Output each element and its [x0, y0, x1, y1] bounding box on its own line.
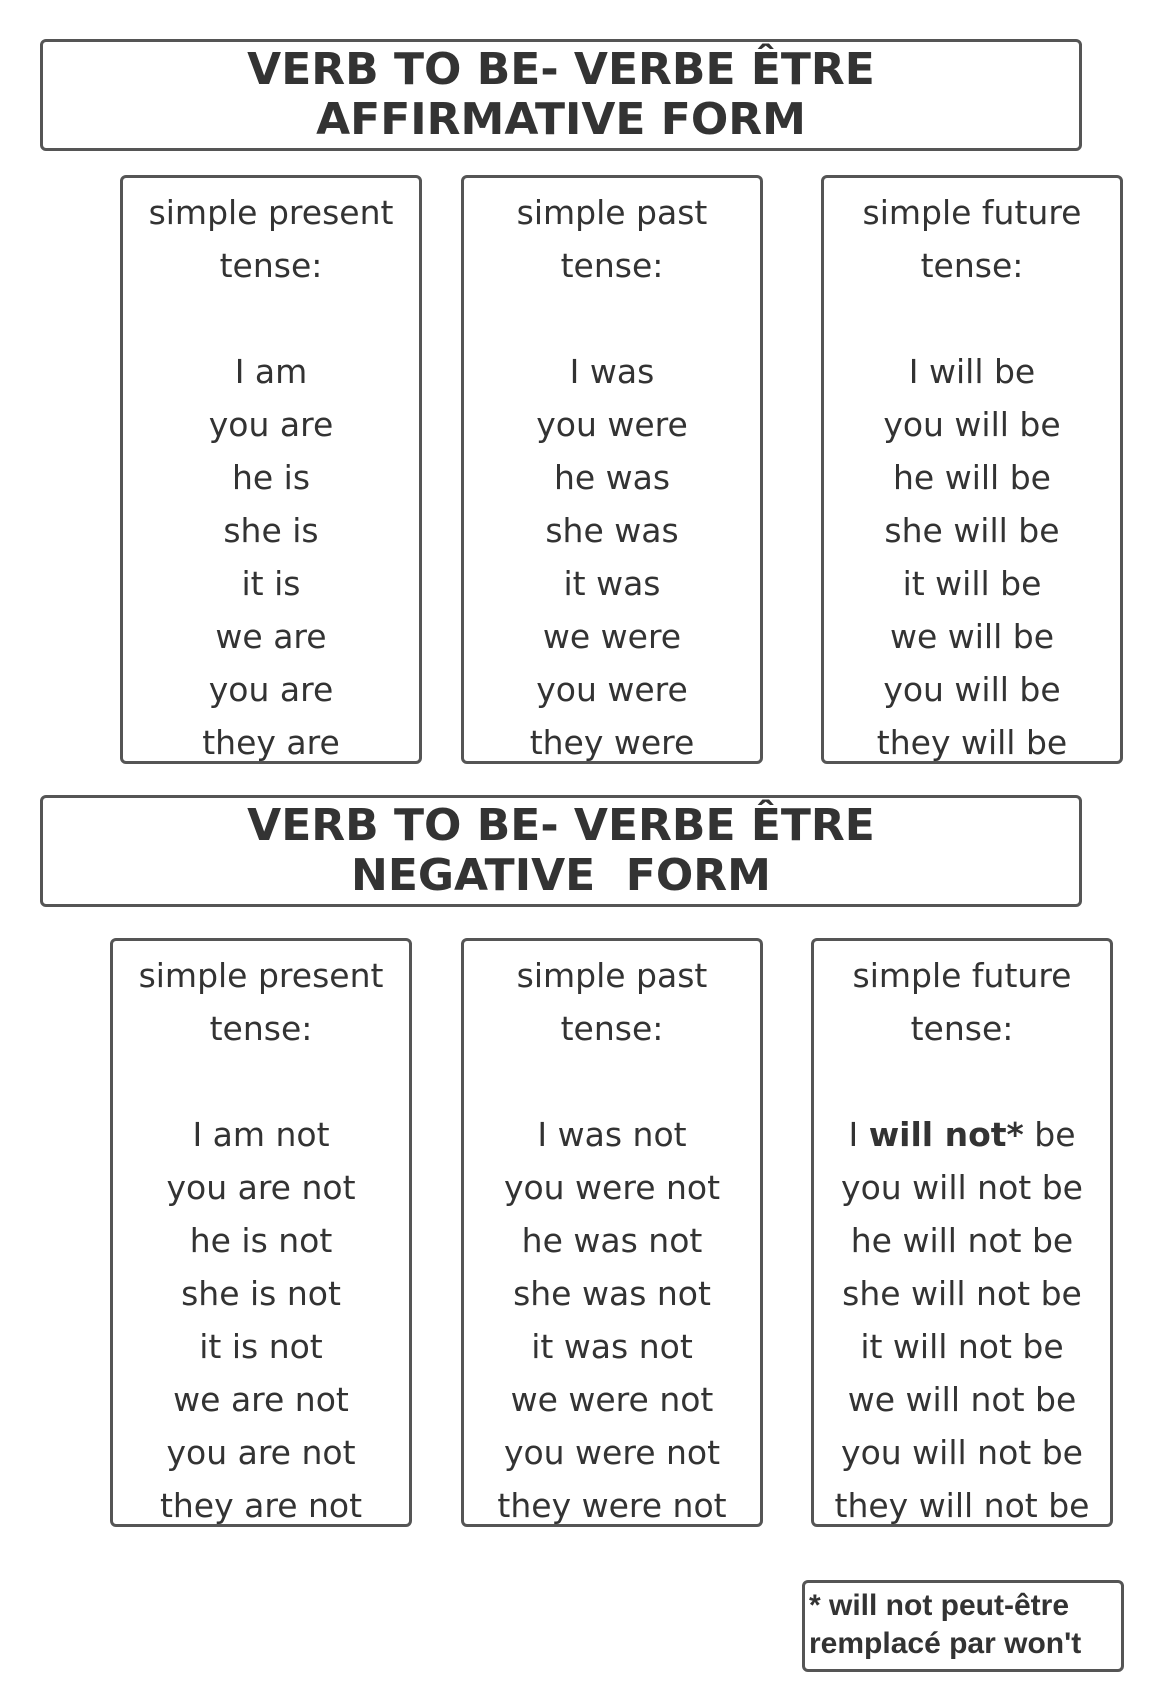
conjugation-row: he was not	[521, 1221, 703, 1260]
negative-future-card	[811, 938, 1113, 1527]
tense-heading-line1: simple future	[852, 956, 1072, 995]
conjugation-row: you are not	[166, 1433, 356, 1472]
tense-heading	[464, 949, 760, 1055]
conjugation-row: you were not	[503, 1433, 721, 1472]
conjugation-row: it is not	[199, 1327, 323, 1366]
conjugation-row: I was not	[537, 1115, 687, 1154]
conjugation-row: they will be	[876, 723, 1068, 762]
conjugation-row: you are	[208, 405, 334, 444]
conjugation-row: they were not	[497, 1486, 727, 1525]
conjugation-row: he was	[553, 458, 671, 497]
conjugation-row: she will not be	[842, 1274, 1082, 1313]
conjugation-row: they will not be	[834, 1486, 1090, 1525]
conjugation-row: we were	[542, 617, 682, 656]
tense-heading-line1: simple past	[516, 956, 708, 995]
tense-heading	[464, 186, 760, 292]
conjugation-list	[113, 1108, 409, 1532]
tense-heading-line2: tense:	[560, 1009, 664, 1048]
conjugation-list	[464, 1108, 760, 1532]
conjugation-row: we are	[215, 617, 327, 656]
conjugation-row: you were	[536, 405, 688, 444]
conjugation-list	[824, 345, 1120, 769]
emphasis: will not*	[868, 1115, 1024, 1154]
conjugation-row: they are not	[159, 1486, 363, 1525]
conjugation-row: they are	[202, 723, 340, 762]
conjugation-row: it was	[563, 564, 661, 603]
conjugation-row: he is not	[189, 1221, 333, 1260]
affirmative-future-card	[821, 175, 1123, 764]
affirmative-past-card	[461, 175, 763, 764]
tense-heading-line1: simple future	[862, 193, 1082, 232]
negative-title-line2: NEGATIVE FORM	[351, 850, 771, 901]
conjugation-row: you are not	[166, 1168, 356, 1207]
conjugation-row: it will not be	[860, 1327, 1064, 1366]
conjugation-list	[123, 345, 419, 769]
conjugation-row: it will be	[902, 564, 1042, 603]
conjugation-row: you will be	[883, 670, 1061, 709]
conjugation-row: you were not	[503, 1168, 721, 1207]
conjugation-row: I am	[234, 352, 308, 391]
verb-rest: be	[1023, 1115, 1076, 1154]
conjugation-row: we were not	[510, 1380, 714, 1419]
conjugation-list	[814, 1108, 1110, 1532]
tense-heading	[113, 949, 409, 1055]
conjugation-row: you are	[208, 670, 334, 709]
conjugation-row: I was	[569, 352, 655, 391]
conjugation-row: it is	[241, 564, 301, 603]
tense-heading	[123, 186, 419, 292]
tense-heading-line2: tense:	[219, 246, 323, 285]
conjugation-row: she was	[545, 511, 679, 550]
footnote-box	[802, 1580, 1124, 1672]
negative-past-card	[461, 938, 763, 1527]
negative-title-line1: VERB TO BE- VERBE ÊTRE	[247, 800, 875, 851]
negative-present-card	[110, 938, 412, 1527]
conjugation-row: we will not be	[847, 1380, 1077, 1419]
tense-heading-line2: tense:	[560, 246, 664, 285]
conjugation-row: they were	[529, 723, 695, 762]
conjugation-row: we are not	[173, 1380, 349, 1419]
conjugation-row: she is	[223, 511, 319, 550]
tense-heading-line2: tense:	[209, 1009, 313, 1048]
affirmative-present-card	[120, 175, 422, 764]
affirmative-title-line1: VERB TO BE- VERBE ÊTRE	[247, 44, 875, 95]
conjugation-row: he is	[231, 458, 311, 497]
tense-heading-line2: tense:	[920, 246, 1024, 285]
conjugation-row: I will be	[908, 352, 1036, 391]
conjugation-list	[464, 345, 760, 769]
conjugation-row: you will not be	[841, 1433, 1083, 1472]
footnote-line2: remplacé par won't	[809, 1627, 1082, 1660]
tense-heading-line1: simple past	[516, 193, 708, 232]
conjugation-row: she is not	[181, 1274, 341, 1313]
tense-heading-line1: simple present	[138, 956, 384, 995]
conjugation-row: she will be	[884, 511, 1060, 550]
negative-title-box	[40, 795, 1082, 907]
pronoun: I	[848, 1115, 869, 1154]
tense-heading-line2: tense:	[910, 1009, 1014, 1048]
conjugation-row: you were	[536, 670, 688, 709]
conjugation-row: you will not be	[841, 1168, 1083, 1207]
tense-heading	[814, 949, 1110, 1055]
conjugation-row: you will be	[883, 405, 1061, 444]
conjugation-row: he will be	[893, 458, 1051, 497]
affirmative-title-line2: AFFIRMATIVE FORM	[316, 94, 806, 145]
tense-heading-line1: simple present	[148, 193, 394, 232]
conjugation-row: I am not	[192, 1115, 330, 1154]
conjugation-row: he will not be	[850, 1221, 1074, 1260]
tense-heading	[824, 186, 1120, 292]
footnote-line1: * will not peut-être	[809, 1589, 1070, 1622]
conjugation-row-emphasized	[814, 1108, 1110, 1161]
conjugation-row: it was not	[531, 1327, 693, 1366]
conjugation-row: she was not	[513, 1274, 711, 1313]
affirmative-title-box	[40, 39, 1082, 151]
conjugation-row: we will be	[889, 617, 1055, 656]
